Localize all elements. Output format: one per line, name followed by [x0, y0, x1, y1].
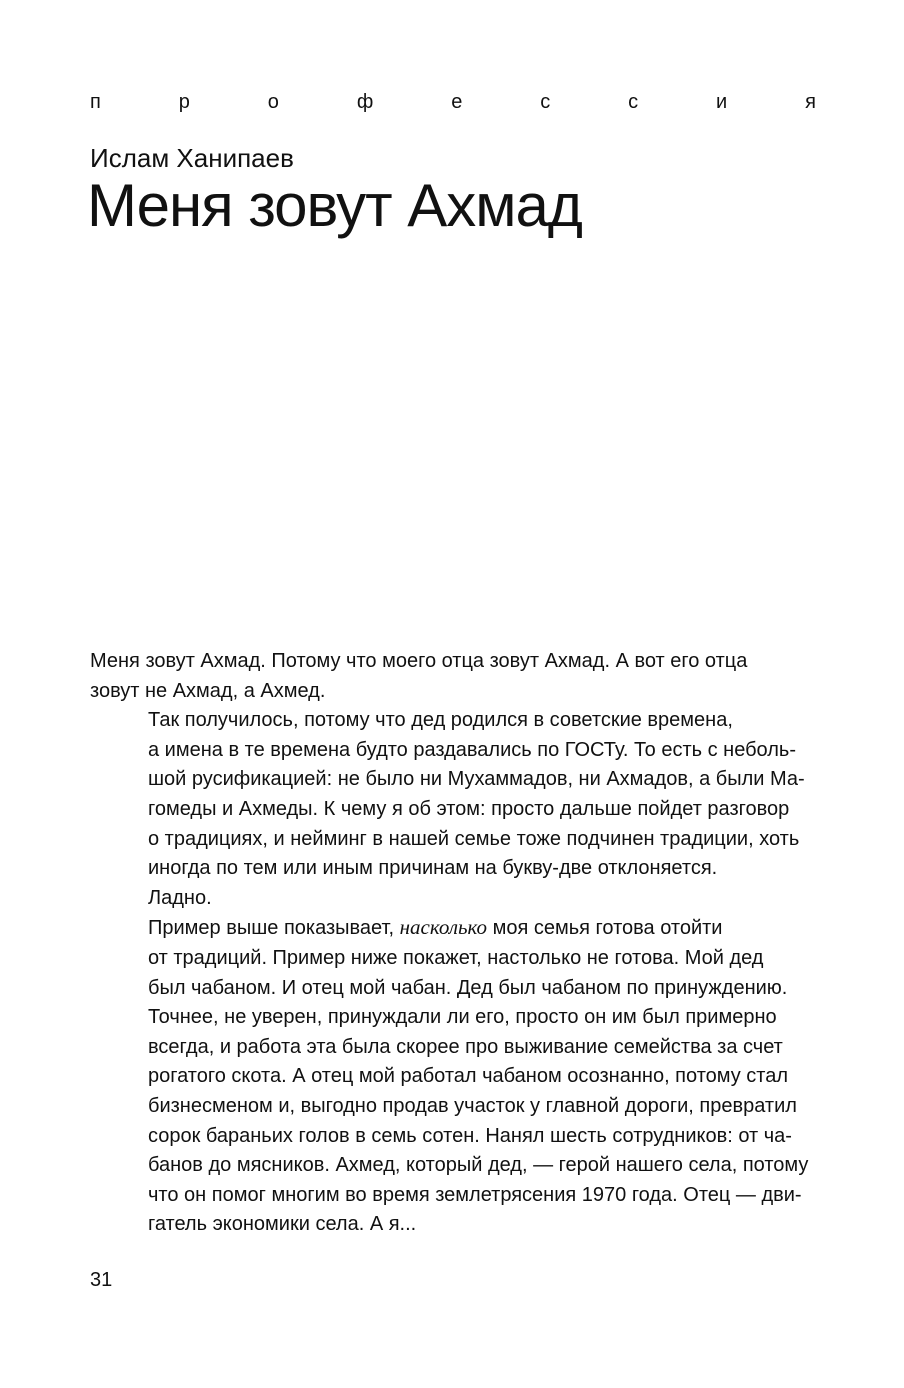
- section-letter: о: [267, 91, 279, 113]
- text-line: о традициях, и нейминг в нашей семье тоже подчинен традиции, хоть: [148, 827, 800, 850]
- section-label: [90, 90, 816, 114]
- page-number: 31: [90, 1269, 113, 1291]
- section-letter: п: [90, 91, 101, 113]
- text-line: иногда по тем или иным причинам на букву-две отклоняется.: [148, 857, 718, 880]
- paragraph: [90, 884, 817, 914]
- section-letter: р: [178, 91, 190, 113]
- emphasis-text: насколько: [399, 915, 488, 940]
- text-line: от традиций. Пример ниже покажет, настолько не готова. Мой дед: [148, 946, 764, 969]
- text-line: [90, 913, 817, 944]
- text-segment: моя семья готова отойти: [487, 917, 723, 940]
- author-name: Ислам Ханипаев: [90, 143, 294, 173]
- text-line: Точнее, не уверен, принуждали ли его, просто он им был примерно: [148, 1006, 777, 1029]
- section-letter: с: [628, 91, 639, 113]
- text-line: был чабаном. И отец мой чабан. Дед был чабаном по принуждению.: [148, 976, 788, 999]
- text-line: что он помог многим во время землетрясения 1970 года. Отец — дви-: [148, 1183, 802, 1206]
- text-line: банов до мясников. Ахмед, который дед, — герой нашего села, потому: [148, 1154, 809, 1177]
- paragraph: [90, 647, 817, 706]
- text-line: гомеды и Ахмеды. К чему я об этом: просто дальше пойдет разговор: [148, 797, 790, 820]
- text-line: а имена в те времена будто раздавались по ГОСТу. То есть с неболь-: [148, 738, 796, 761]
- text-line: шой русификацией: не было ни Мухаммадов, ни Ахмадов, а были Ма-: [148, 768, 805, 791]
- text-line: Меня зовут Ахмад. Потому что моего отца зовут Ахмад. А вот его отца: [90, 650, 748, 672]
- section-letter: ф: [356, 91, 374, 113]
- text-line: гатель экономики села. А я...: [148, 1213, 417, 1236]
- page-title: Меня зовут Ахмад: [87, 172, 582, 239]
- section-letter: и: [716, 91, 728, 113]
- text-line: сорок бараньих голов в семь сотен. Нанял шесть сотрудников: от ча-: [148, 1124, 792, 1147]
- article-body: [90, 647, 817, 1240]
- text-line: зовут не Ахмад, а Ахмед.: [90, 679, 326, 702]
- section-letter: я: [805, 91, 816, 113]
- paragraph: [90, 706, 817, 884]
- text-line: бизнесменом и, выгодно продав участок у главной дороги, превратил: [148, 1094, 797, 1117]
- section-letter: с: [540, 91, 551, 113]
- section-letter: е: [451, 91, 463, 113]
- text-line: Так получилось, потому что дед родился в советские времена,: [148, 709, 733, 732]
- text-line: рогатого скота. А отец мой работал чабаном осознанно, потому стал: [148, 1065, 789, 1088]
- text-segment: Пример выше показывает,: [148, 917, 400, 940]
- text-line: Ладно.: [148, 886, 212, 909]
- paragraph: [90, 913, 817, 1240]
- text-line: всегда, и работа эта была скорее про выживание семейства за счет: [148, 1035, 783, 1058]
